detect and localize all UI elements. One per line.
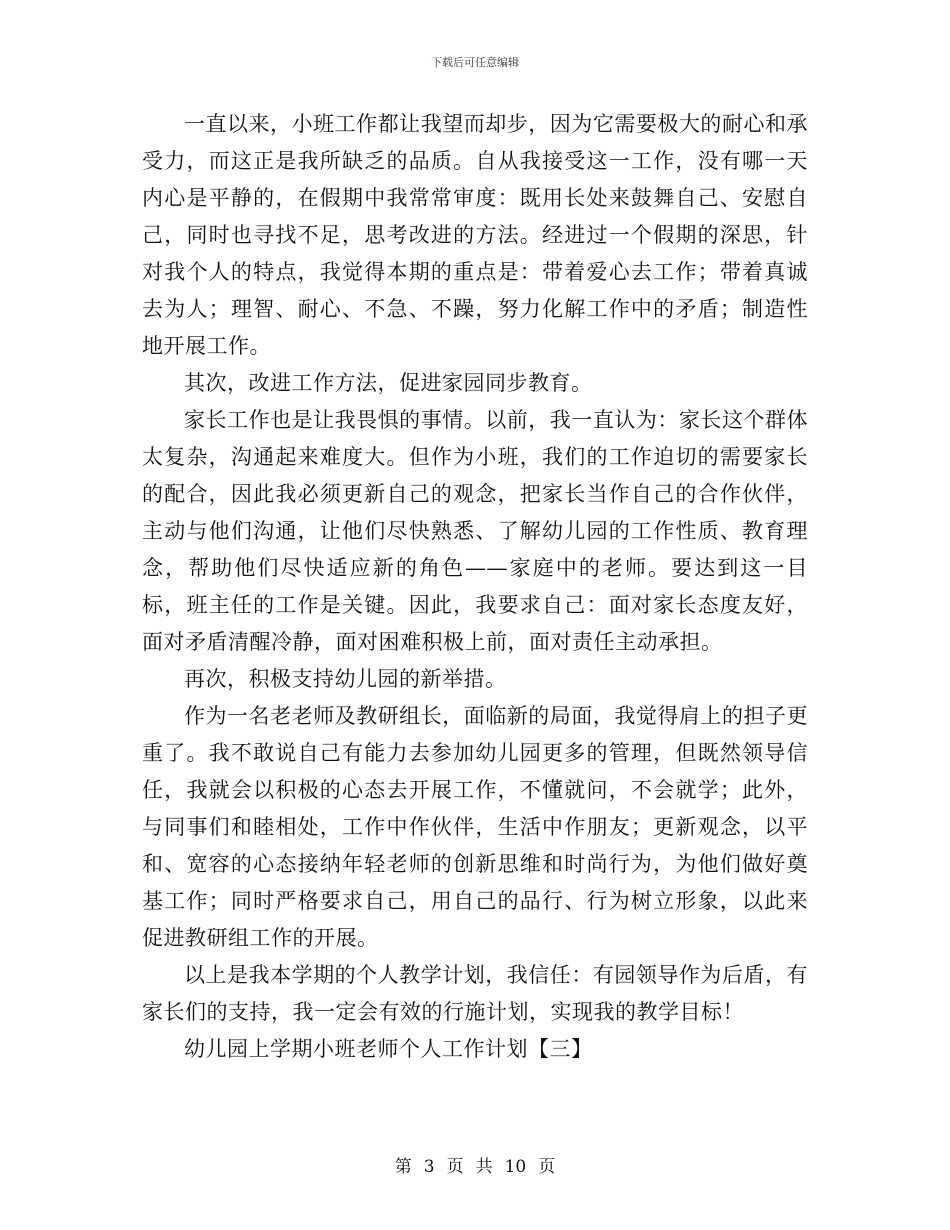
footer-current-page: 3 [423, 1157, 435, 1177]
paragraph-1: 一直以来，小班工作都让我望而却步，因为它需要极大的耐心和承受力，而这正是我所缺乏的品质。自从我接受这一工作，没有哪一天内心是平静的，在假期中我常常审度：既用长处来鼓舞自己、安慰自己，同时也寻找不足，思考改进的方法。经进过一个假期的深思，针对我个人的特点，我觉得本期的重点是：带着爱心去工作；带着真诚去为人；理智、耐心、不急、不躁，努力化解工作中的矛盾；制造性地开展工作。 [142, 112, 808, 358]
paragraph-4: 再次，积极支持幼儿园的新举措。 [184, 667, 507, 691]
header-note: 下载后可任意编辑 [431, 56, 519, 69]
paragraph-2: 其次，改进工作方法，促进家园同步教育。 [184, 371, 593, 395]
page-header [0, 54, 950, 70]
paragraph-3: 家长工作也是让我畏惧的事情。以前，我一直认为：家长这个群体太复杂，沟通起来难度大。但作为小班，我们的工作迫切的需要家长的配合，因此我必须更新自己的观念，把家长当作自己的合作伙伴，主动与他们沟通，让他们尽快熟悉、了解幼儿园的工作性质、教育理念，帮助他们尽快适应新的角色——家庭中的老师。要达到这一目标，班主任的工作是关键。因此，我要求自己：面对家长态度友好，面对矛盾清醒冷静，面对困难积极上前，面对责任主动承担。 [142, 408, 808, 654]
footer-prefix: 第 [394, 1157, 412, 1177]
paragraph-5: 作为一名老老师及教研组长，面临新的局面，我觉得肩上的担子更重了。我不敢说自己有能力去参加幼儿园更多的管理，但既然领导信任，我就会以积极的心态去开展工作，不懂就问，不会就学；此外，与同事们和睦相处，工作中作伙伴，生活中作朋友；更新观念，以平和、宽容的心态接纳年轻老师的创新思维和时尚行为，为他们做好奠基工作；同时严格要求自己，用自己的品行、行为树立形象，以此来促进教研组工作的开展。 [142, 704, 808, 950]
footer-total-word: 共 [475, 1157, 493, 1177]
footer-page-word: 页 [446, 1157, 464, 1177]
section-heading: 幼儿园上学期小班老师个人工作计划【三】 [184, 1037, 593, 1061]
footer-suffix: 页 [538, 1157, 556, 1177]
paragraph-6: 以上是我本学期的个人教学计划，我信任：有园领导作为后盾，有家长们的支持，我一定会有效的行施计划，实现我的教学目标！ [142, 963, 808, 1024]
document-body [142, 106, 808, 1068]
page-footer [0, 1152, 950, 1177]
footer-total-pages: 10 [504, 1157, 527, 1177]
